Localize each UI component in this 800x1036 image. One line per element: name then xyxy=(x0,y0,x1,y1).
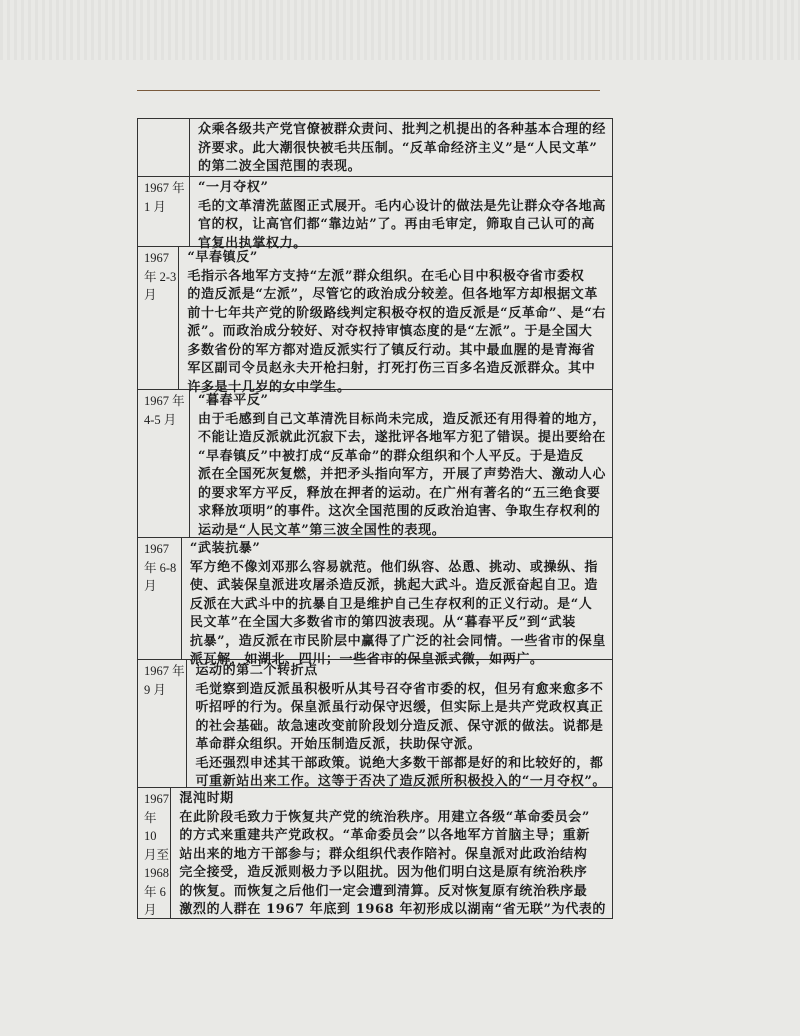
event-title: “早春镇反” xyxy=(187,250,258,265)
event-title: 混沌时期 xyxy=(179,791,234,806)
text-line: 不能让造反派就此沉寂下去，遂批评各地军方犯了错误。提出要给在 xyxy=(197,430,606,445)
text-line: 毛指示各地军方支持“左派”群众组织。在毛心目中积极夺省市委权 xyxy=(187,268,585,284)
text-line: 革命群众组织。开始压制造反派，扶助保守派。 xyxy=(195,737,482,752)
date-cell xyxy=(138,390,190,537)
text-line: 反派在大武斗中的抗暴自卫是维护自己生存权利的正义行动。是“人 xyxy=(189,596,593,612)
text-line: 前十七年共产党的阶级路线判定积极夺权的造反派是“反革命”、是“右 xyxy=(187,305,606,321)
date-cell xyxy=(138,788,171,918)
text-line: 抗暴”，造反派在市民阶层中赢得了广泛的社会同情。一些省市的保皇 xyxy=(189,633,606,649)
text-line: 派瓦解，如湖北、四川；一些省市的保皇派式微，如两广。 xyxy=(189,652,544,667)
table-row xyxy=(138,787,612,918)
date-line: 1968 年 6 月 xyxy=(144,866,169,917)
text-line: 听招呼的行为。保皇派虽行动保守迟缓，但实际上是共产党政权真正 xyxy=(195,700,604,715)
table-row xyxy=(138,119,612,176)
date-line: 1967 年 2-3 月 xyxy=(144,251,177,302)
text-line: 毛还强烈申述其干部政策。说绝大多数干部都是好的和比较好的，都 xyxy=(195,755,604,771)
event-title: 运动的第二个转折点 xyxy=(195,663,318,678)
date-line: 1967 年 10 月至 xyxy=(144,792,170,862)
date-line: 1967 年 4-5 月 xyxy=(144,394,185,427)
date-cell xyxy=(138,119,190,176)
text-line: 站出来的地方干部参与；群众组织代表作陪衬。保皇派对此政治结构 xyxy=(179,846,588,862)
text-line: 的第二波全国范围的表现。 xyxy=(197,159,362,174)
text-line: 在此阶段毛致力于恢复共产党的统治秩序。用建立各级“革命委员会” xyxy=(179,809,590,825)
text-line: 的造反派是“左派”，尽管它的政治成分较差。但各地军方却根据文革 xyxy=(187,287,598,302)
text-line: 的社会基础。故急速改变前阶段划分造反派、保守派的做法。说都是 xyxy=(195,718,604,734)
text-line: 官的权，让高官们都“靠边站”了。再由毛审定，筛取自己认可的高 xyxy=(197,217,595,232)
text-line: 许多是十几岁的女中学生。 xyxy=(187,379,351,395)
date-line: 1967 年 6-8 月 xyxy=(144,542,177,593)
date-cell xyxy=(138,247,179,389)
content-cell xyxy=(190,119,612,176)
text-line: “早春镇反”中被打成“反革命”的群众组织和个人平反。于是造反 xyxy=(197,448,584,464)
date-cell xyxy=(138,177,190,246)
date-cell xyxy=(138,660,187,787)
text-line: 求释放项明”的事件。这次全国范围的反政治迫害、争取生存权利的 xyxy=(197,504,601,519)
date-cell xyxy=(138,538,182,659)
text-line: 多数省份的军方都对造反派实行了镇反行动。其中最血腥的是青海省 xyxy=(187,342,596,358)
text-line: 由于毛感到自己文革清洗目标尚未完成，造反派还有用得着的地方， xyxy=(197,411,606,427)
text-line: 派”。而政治成分较好、对夺权持审慎态度的是“左派”。于是全国大 xyxy=(187,324,593,339)
text-line: 官复出执掌权力。 xyxy=(197,235,307,251)
text-line: 派在全国死灰复燃，并把矛头指向军方，开展了声势浩大、激动人心 xyxy=(197,467,606,482)
text-line: 众乘各级共产党官僚被群众责问、批判之机提出的各种基本合理的经 xyxy=(197,122,606,137)
table-row xyxy=(138,389,612,537)
content-cell xyxy=(171,788,612,918)
text-line: 运动是“人民文革”第三波全国性的表现。 xyxy=(197,522,446,538)
text-line: 的要求军方平反，释放在押者的运动。在广州有著名的“五三绝食要 xyxy=(197,485,601,501)
content-cell xyxy=(190,390,612,537)
table-row xyxy=(138,659,612,787)
text-line: 毛觉察到造反派虽积极听从其号召夺省市委的权，但另有愈来愈多不 xyxy=(195,681,604,697)
event-title: “一月夺权” xyxy=(197,180,269,195)
text-line: 可重新站出来工作。这等于否决了造反派所积极投入的“一月夺权”。 xyxy=(195,774,606,789)
content-cell xyxy=(187,660,612,787)
content-cell xyxy=(179,247,612,395)
date-line: 1967 年 1 月 xyxy=(144,181,185,214)
content-cell xyxy=(182,538,612,667)
table-row xyxy=(138,246,612,395)
date-line: 1967 年 9 月 xyxy=(144,664,185,697)
text-line: 军方绝不像刘邓那么容易就范。他们纵容、怂恿、挑动、或操纵、指 xyxy=(189,559,598,575)
text-line: 民文革”在全国大多数省市的第四波表现。从“暮春平反”到“武装 xyxy=(189,615,576,630)
text-line: 使、武装保皇派进攻屠杀造反派，挑起大武斗。造反派奋起自卫。造 xyxy=(189,578,598,593)
header-rule xyxy=(137,90,600,91)
chronology-table xyxy=(137,118,613,919)
event-title: “武装抗暴” xyxy=(189,541,261,556)
text-line: 的方式来重建共产党政权。“革命委员会”以各地军方首脑主导；重新 xyxy=(179,828,590,843)
text-line: 激烈的人群在 1967 年底到 1968 年初形成以湖南“省无联”为代表的 xyxy=(179,902,606,917)
text-line: 军区副司令员赵永夫开枪扫射，打死打伤三百多名造反派群众。其中 xyxy=(187,361,596,376)
table-row xyxy=(138,176,612,251)
text-line: 完全接受，造反派则极力予以阻扰。因为他们明白这是原有统治秩序 xyxy=(179,865,588,880)
event-title: “暮春平反” xyxy=(197,393,269,408)
table-row xyxy=(138,537,612,667)
content-cell xyxy=(190,177,612,251)
text-line: 的恢复。而恢复之后他们一定会遭到清算。反对恢复原有统治秩序最 xyxy=(179,883,588,899)
text-line: 毛的文革清洗蓝图正式展开。毛内心设计的做法是先让群众夺各地高 xyxy=(197,198,606,214)
text-line: 济要求。此大潮很快被毛共压制。“反革命经济主义”是“人民文革” xyxy=(197,140,598,156)
scan-noise xyxy=(0,0,800,60)
